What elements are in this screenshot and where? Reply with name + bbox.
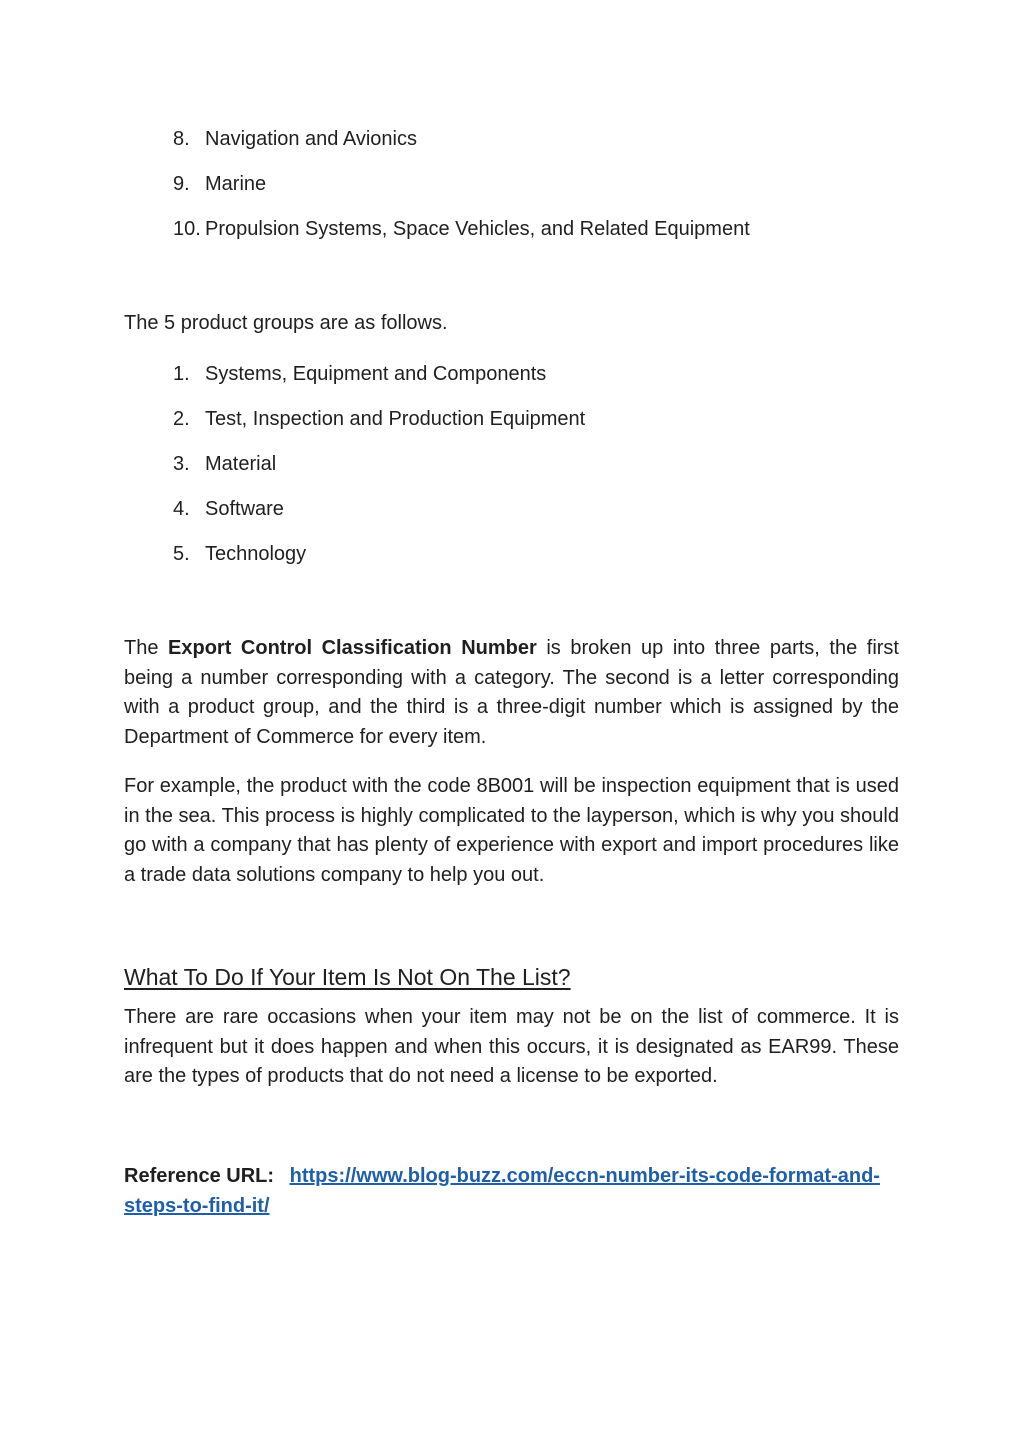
list-item-text: Systems, Equipment and Components	[205, 363, 547, 385]
eccn-rest: is broken up into three parts, the first being a number corresponding with a category. The second is a letter corresponding with a product group, and the third is a three-digit number which is assigned by the Department of Commerce for every item.	[124, 637, 899, 748]
reference-block	[124, 1162, 899, 1221]
list-item-text: Propulsion Systems, Space Vehicles, and Related Equipment	[205, 218, 750, 240]
list-item-number: 8.	[173, 128, 190, 150]
reference-label: Reference URL:	[124, 1165, 275, 1187]
list-item-number: 9.	[173, 173, 190, 195]
example-paragraph: For example, the product with the code 8B001 will be inspection equipment that is used in the sea. This process is highly complicated to the layperson, which is why you should go with a company that has plenty of experience with export and import procedures like a trade data solutions company to help you out.	[124, 775, 899, 886]
eccn-prefix: The	[124, 637, 169, 659]
section-heading: What To Do If Your Item Is Not On The List?	[124, 964, 571, 990]
list-item-text: Marine	[205, 173, 267, 195]
eccn-term: Export Control Classification Number	[168, 637, 537, 659]
list-item-number: 3.	[173, 453, 190, 475]
section-paragraph: There are rare occasions when your item may not be on the list of commerce. It is infrequent but it does happen and when this occurs, it is designated as EAR99. These are the types of products that do not need a license to be exported.	[124, 1006, 899, 1087]
list-item-text: Test, Inspection and Production Equipment	[205, 408, 586, 430]
list-item-number: 2.	[173, 408, 190, 430]
product-groups-intro: The 5 product groups are as follows.	[124, 312, 448, 334]
list-item-number: 4.	[173, 498, 190, 520]
list-item-text: Software	[205, 498, 284, 520]
eccn-paragraph	[124, 634, 899, 752]
list-item-number: 1.	[173, 363, 190, 385]
list-item-number: 5.	[173, 543, 190, 565]
list-item-text: Material	[205, 453, 277, 475]
reference-url-link[interactable]: https://www.blog-buzz.com/eccn-number-its-code-format-and-steps-to-find-it/	[124, 1165, 880, 1217]
list-item-number: 10.	[173, 218, 201, 240]
list-item-text: Technology	[205, 543, 307, 565]
list-item-text: Navigation and Avionics	[205, 128, 417, 150]
